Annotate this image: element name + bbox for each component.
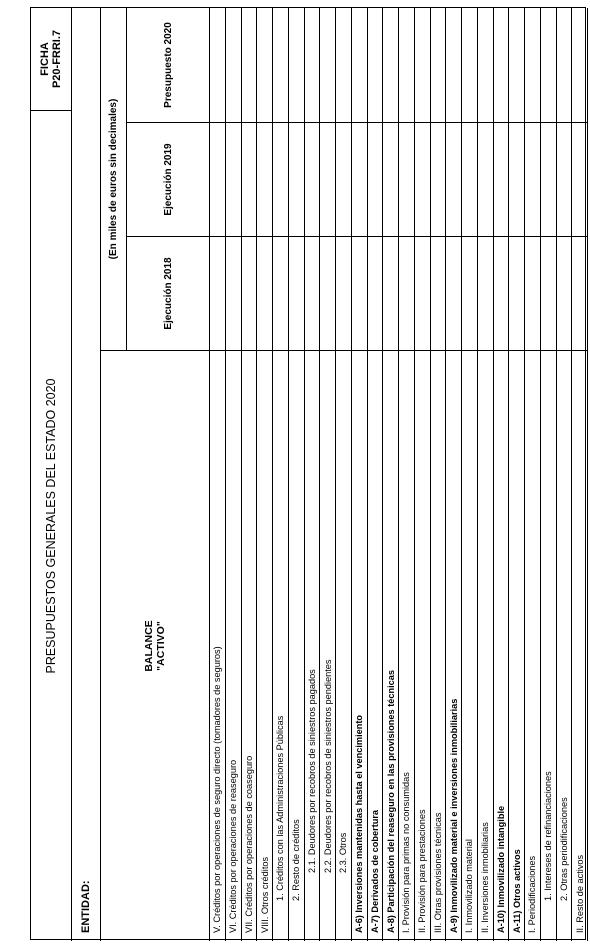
value-cell-2020[interactable] bbox=[399, 8, 414, 123]
value-cell-2020[interactable] bbox=[336, 8, 351, 123]
table-row bbox=[415, 8, 431, 941]
row-label: II. Resto de activos bbox=[574, 854, 585, 933]
row-label: A-11) Otros activos bbox=[511, 849, 522, 933]
value-cell-2019[interactable] bbox=[541, 123, 556, 237]
value-cell-2020[interactable] bbox=[368, 8, 383, 123]
value-cell-2019[interactable] bbox=[352, 123, 367, 237]
balance-rows bbox=[209, 8, 588, 941]
row-label: 2.3. Otros bbox=[338, 832, 349, 873]
value-cell-2018[interactable] bbox=[352, 237, 367, 351]
row-label: V. Créditos por operaciones de seguro directo (tomadores de seguros) bbox=[212, 646, 223, 933]
table-row bbox=[399, 8, 415, 941]
table-row bbox=[257, 8, 273, 941]
table-row bbox=[509, 8, 525, 941]
value-cell-2019[interactable] bbox=[525, 123, 540, 237]
value-cell-2020[interactable] bbox=[557, 8, 572, 123]
page-title: PRESUPUESTOS GENERALES DEL ESTADO 2020 bbox=[44, 378, 58, 674]
value-cell-2020[interactable] bbox=[242, 8, 257, 123]
column-header bbox=[101, 8, 209, 941]
row-label: I. Provisión para primas no consumidas bbox=[401, 772, 412, 933]
value-cell-2018[interactable] bbox=[368, 237, 383, 351]
row-label: 2.1. Deudores por recobros de siniestros pagados bbox=[306, 669, 317, 873]
value-cell-2020[interactable] bbox=[320, 8, 335, 123]
value-cell-2020[interactable] bbox=[572, 8, 587, 123]
value-cell-2018[interactable] bbox=[289, 237, 304, 351]
value-cell-2019[interactable] bbox=[415, 123, 430, 237]
value-cell-2019[interactable] bbox=[257, 123, 272, 237]
value-cell-2020[interactable] bbox=[352, 8, 367, 123]
value-cell-2018[interactable] bbox=[541, 237, 556, 351]
row-label: 1. Créditos con las Administraciones Públicas bbox=[275, 715, 286, 901]
value-cell-2018[interactable] bbox=[336, 237, 351, 351]
value-cell-2018[interactable] bbox=[525, 237, 540, 351]
table-row bbox=[494, 8, 510, 941]
ficha-box bbox=[31, 8, 71, 110]
value-cell-2018[interactable] bbox=[242, 237, 257, 351]
value-cell-2019[interactable] bbox=[305, 123, 320, 237]
form-header bbox=[31, 8, 72, 941]
year-header-2020: Presupuesto 2020 bbox=[127, 8, 209, 123]
value-cell-2018[interactable] bbox=[305, 237, 320, 351]
value-cell-2019[interactable] bbox=[446, 123, 461, 237]
table-row bbox=[352, 8, 368, 941]
value-cell-2019[interactable] bbox=[572, 123, 587, 237]
table-row bbox=[273, 8, 289, 941]
value-cell-2019[interactable] bbox=[368, 123, 383, 237]
value-cell-2018[interactable] bbox=[462, 237, 477, 351]
value-cell-2018[interactable] bbox=[478, 237, 493, 351]
row-label: A-9) Inmovilizado material e inversiones inmobiliarias bbox=[448, 698, 459, 933]
value-cell-2020[interactable] bbox=[383, 8, 398, 123]
value-cell-2018[interactable] bbox=[257, 237, 272, 351]
rotated-form-frame bbox=[30, 7, 586, 940]
value-cell-2020[interactable] bbox=[289, 8, 304, 123]
value-cell-2018[interactable] bbox=[509, 237, 524, 351]
table-row bbox=[289, 8, 305, 941]
row-label: 2. Resto de créditos bbox=[291, 819, 302, 901]
row-label: 2. Otras periodificaciones bbox=[558, 797, 569, 901]
table-row bbox=[446, 8, 462, 941]
value-cell-2018[interactable] bbox=[572, 237, 587, 351]
table-row bbox=[305, 8, 321, 941]
balance-heading bbox=[101, 351, 209, 941]
value-cell-2018[interactable] bbox=[415, 237, 430, 351]
table-row bbox=[525, 8, 541, 941]
row-label: A-10) Inmovilizado intangible bbox=[495, 805, 506, 933]
value-cell-2020[interactable] bbox=[431, 8, 446, 123]
year-header-2019: Ejecución 2019 bbox=[127, 123, 209, 237]
ficha-label: FICHA bbox=[39, 42, 51, 76]
row-label: 1. Intereses de refinanciaciones bbox=[543, 771, 554, 901]
value-cell-2020[interactable] bbox=[509, 8, 524, 123]
balance-title: BALANCE bbox=[143, 620, 155, 672]
value-cell-2020[interactable] bbox=[415, 8, 430, 123]
table-row bbox=[541, 8, 557, 941]
unit-note: (En miles de euros sin decimales) bbox=[101, 8, 127, 351]
table-row bbox=[431, 8, 447, 941]
value-cell-2019[interactable] bbox=[336, 123, 351, 237]
value-cell-2019[interactable] bbox=[431, 123, 446, 237]
value-cell-2019[interactable] bbox=[494, 123, 509, 237]
table-row bbox=[210, 8, 226, 941]
value-cell-2020[interactable] bbox=[462, 8, 477, 123]
row-label: 2.2. Deudores por recobros de siniestros pendientes bbox=[322, 659, 333, 873]
header-divider bbox=[31, 110, 71, 111]
row-label: A-6) Inversiones mantenidas hasta el vencimiento bbox=[354, 714, 365, 933]
row-label: I. Periodificaciones bbox=[527, 855, 538, 933]
row-label: II. Provisión para prestaciones bbox=[417, 809, 428, 933]
value-cell-2020[interactable] bbox=[257, 8, 272, 123]
rotated-form bbox=[31, 8, 587, 941]
value-cell-2020[interactable] bbox=[273, 8, 288, 123]
ficha-code: P20-FRRI.7 bbox=[51, 29, 63, 89]
value-cell-2018[interactable] bbox=[226, 237, 241, 351]
value-cell-2019[interactable] bbox=[320, 123, 335, 237]
balance-subtitle: "ACTIVO" bbox=[155, 621, 167, 671]
row-label: A-8) Participación del reaseguro en las provisiones técnicas bbox=[385, 670, 396, 933]
value-cell-2018[interactable] bbox=[446, 237, 461, 351]
table-row bbox=[383, 8, 399, 941]
table-row bbox=[478, 8, 494, 941]
row-label: VIII. Otros créditos bbox=[259, 856, 270, 933]
row-label: VII. Créditos por operaciones de coaseguro bbox=[243, 755, 254, 933]
row-label: VI. Créditos por operaciones de reaseguro bbox=[228, 759, 239, 933]
value-cell-2019[interactable] bbox=[273, 123, 288, 237]
table-row bbox=[226, 8, 242, 941]
value-cell-2020[interactable] bbox=[478, 8, 493, 123]
table-row bbox=[320, 8, 336, 941]
value-cell-2018[interactable] bbox=[383, 237, 398, 351]
value-cell-2018[interactable] bbox=[320, 237, 335, 351]
table-row bbox=[462, 8, 478, 941]
value-cell-2019[interactable] bbox=[289, 123, 304, 237]
value-cell-2019[interactable] bbox=[557, 123, 572, 237]
table-row bbox=[336, 8, 352, 941]
value-cell-2019[interactable] bbox=[210, 123, 225, 237]
row-label: II. Inversiones inmobiliarias bbox=[480, 822, 491, 933]
value-cell-2019[interactable] bbox=[399, 123, 414, 237]
value-cell-2018[interactable] bbox=[273, 237, 288, 351]
row-label: A-7) Derivados de cobertura bbox=[369, 809, 380, 933]
value-cell-2018[interactable] bbox=[210, 237, 225, 351]
table-row bbox=[572, 8, 588, 941]
value-cell-2020[interactable] bbox=[210, 8, 225, 123]
value-cell-2019[interactable] bbox=[383, 123, 398, 237]
value-cell-2019[interactable] bbox=[242, 123, 257, 237]
row-label: I. Inmovilizado material bbox=[464, 839, 475, 933]
row-label: III. Otras provisiones técnicas bbox=[432, 812, 443, 933]
value-cell-2020[interactable] bbox=[525, 8, 540, 123]
table-row bbox=[368, 8, 384, 941]
value-cell-2020[interactable] bbox=[446, 8, 461, 123]
year-header-2018: Ejecución 2018 bbox=[127, 237, 209, 351]
value-cell-2018[interactable] bbox=[431, 237, 446, 351]
value-cell-2019[interactable] bbox=[226, 123, 241, 237]
value-cell-2019[interactable] bbox=[478, 123, 493, 237]
value-cell-2018[interactable] bbox=[399, 237, 414, 351]
value-cell-2018[interactable] bbox=[494, 237, 509, 351]
value-cell-2020[interactable] bbox=[541, 8, 556, 123]
entity-label: ENTIDAD: bbox=[71, 8, 101, 941]
table-row bbox=[557, 8, 573, 941]
value-cell-2020[interactable] bbox=[305, 8, 320, 123]
value-cell-2020[interactable] bbox=[494, 8, 509, 123]
value-cell-2018[interactable] bbox=[557, 237, 572, 351]
value-cell-2019[interactable] bbox=[462, 123, 477, 237]
value-cell-2019[interactable] bbox=[509, 123, 524, 237]
table-row bbox=[242, 8, 258, 941]
value-cell-2020[interactable] bbox=[226, 8, 241, 123]
